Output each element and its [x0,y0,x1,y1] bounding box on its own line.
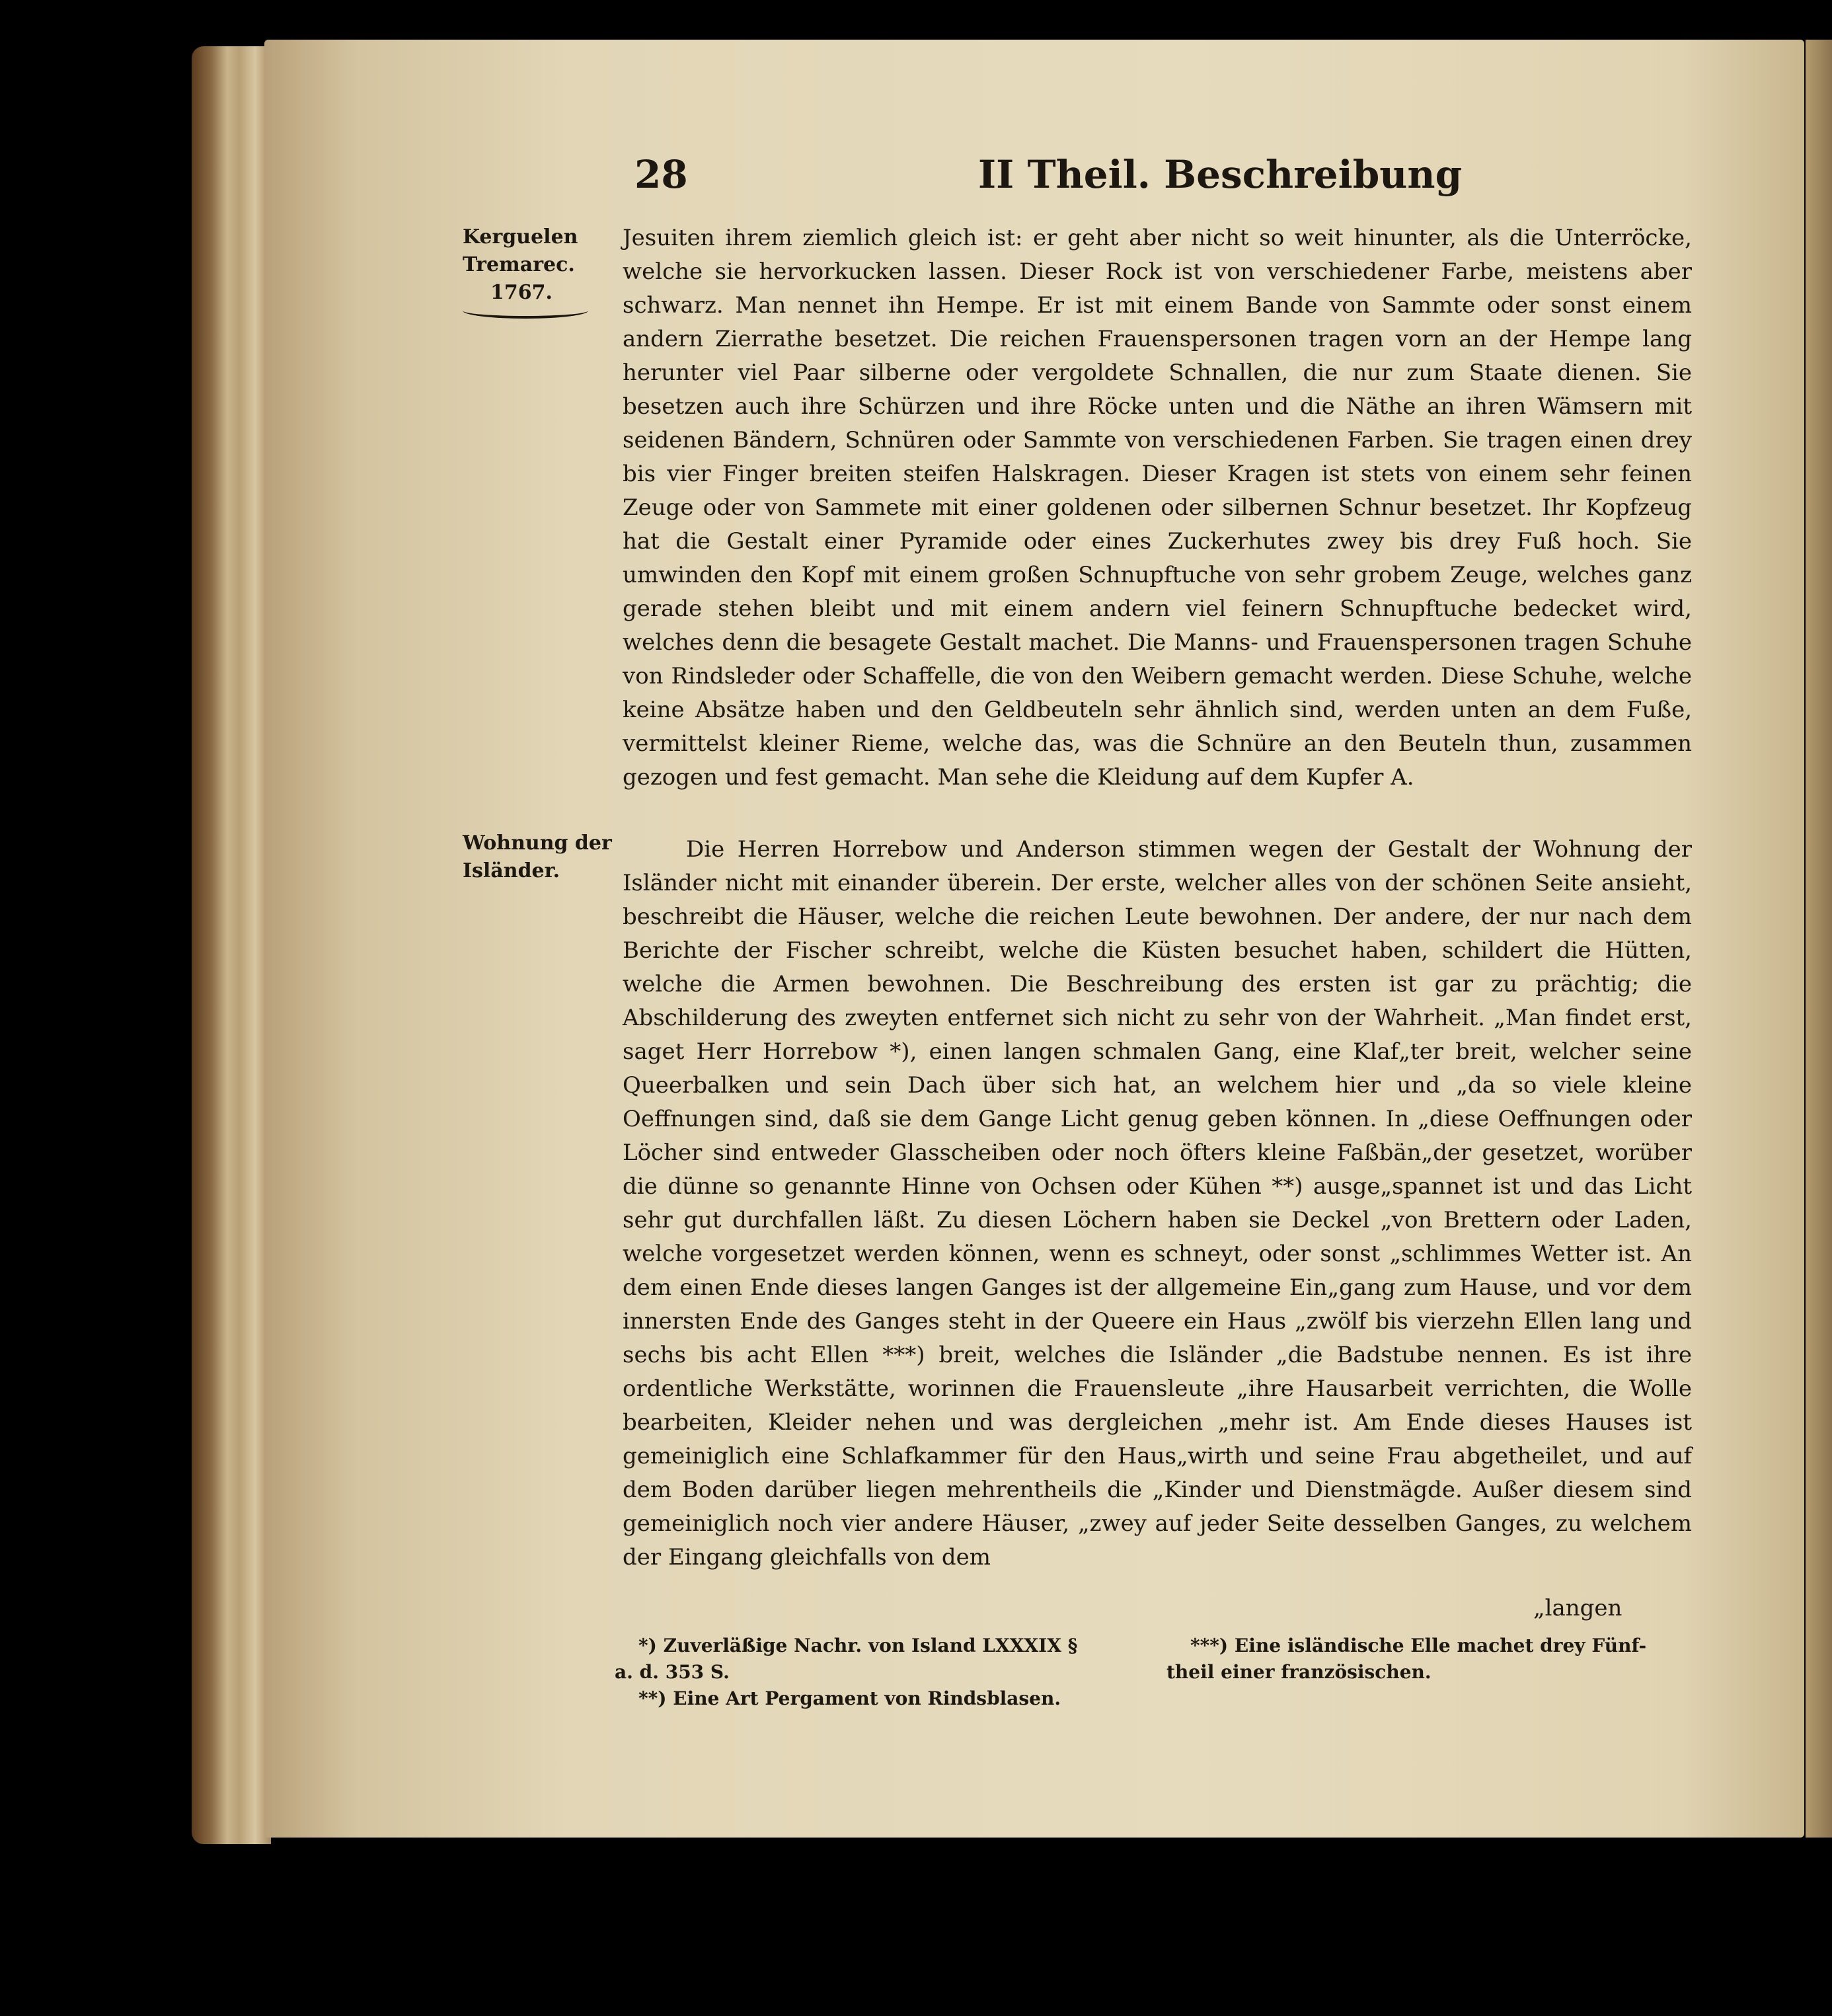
margin-note-wohnung [463,830,615,885]
margin-note-line: Wohnung der [463,832,612,855]
page-number: 28 [634,152,688,197]
page-header [0,152,1832,212]
footnote: ***) Eine isländische Elle machet drey Fünf- [1190,1635,1647,1656]
footnotes-left [615,1633,1143,1712]
footnote: theil einer französischen. [1166,1661,1431,1683]
footnotes-right [1166,1633,1695,1686]
margin-note-line: Isländer. [463,859,560,882]
margin-note-line: Tremarec. [463,253,575,276]
margin-note-year: 1767. [490,281,553,304]
right-page-edge [1806,40,1832,1838]
footnote: a. d. 353 S. [615,1661,730,1683]
running-title: II Theil. Beschreibung [978,152,1463,197]
margin-note-kerguelen [463,223,615,319]
margin-note-line: Kerguelen [463,225,578,249]
footnote: **) Eine Art Pergament von Rindsblasen. [638,1687,1061,1709]
catchword: „langen [1533,1595,1622,1621]
paragraph: Jesuiten ihrem ziemlich gleich ist: er geht aber nicht so weit hinunter, als die Unterröcke, welche sie hervorkucken lassen. Dieser Rock ist von verschiedener Farbe, meistens aber schwarz. Man nennet ihn Hempe. Er ist mit einem Bande von Sammte oder sonst einem andern Zierrathe besetzet. Die reichen Frauenspersonen tragen vorn an der Hempe lang herunter viel Paar silberne oder vergoldete Schnallen, die nur zum Staate dienen. Sie besetzen auch ihre Schürzen und ihre Röcke unten und die Näthe an ihren Wämsern mit seidenen Bändern, Schnüren oder Sammte von verschiedenen Farben. Sie tragen einen drey bis vier Finger breiten steifen Halskragen. Dieser Kragen ist stets von einem sehr feinen Zeuge oder von Sammete mit einer goldenen oder silbernen Schnur besetzet. Ihr Kopfzeug hat die Gestalt einer Pyramide oder eines Zuckerhutes zwey bis drey Fuß hoch. Sie umwinden den Kopf mit einem großen Schnupftuche von sehr grobem Zeuge, welches ganz gerade stehen bleibt und mit einem andern viel feinern Schnupftuche bedecket wird, welches denn die besagete Gestalt machet. Die Manns- und Frauenspersonen tragen Schuhe von Rindsleder oder Schaffelle, die von den Weibern gemacht werden. Diese Schuhe, welche keine Absätze haben und den Geldbeuteln sehr ähnlich sind, werden unten an dem Fuße, vermittelst kleiner Rieme, welche das, was die Schnüre an den Beuteln thun, zusammen gezogen und fest gemacht. Man sehe die Kleidung auf dem Kupfer A. [623,225,1692,791]
book-page-edges [192,46,271,1844]
footnote: *) Zuverläßige Nachr. von Island LXXXIX § [638,1635,1078,1656]
body-text [623,221,1692,795]
paragraph: Die Herren Horrebow und Anderson stimmen wegen der Gestalt der Wohnung der Isländer nicht mit einander überein. Der erste, welcher alles von der schönen Seite ansieht, beschreibt die Häuser, welche die reichen Leute bewohnen. Der andere, der nur nach dem Berichte der Fischer schreibt, welche die Küsten besuchet haben, schildert die Hütten, welche die Armen bewohnen. Die Beschreibung des ersten ist gar zu prächtig; die Abschilderung des zweyten entfernet sich nicht zu sehr von der Wahrheit. „Man findet erst, saget Herr Horrebow *), einen langen schmalen Gang, eine Klaf„ter breit, welcher seine Queerbalken und sein Dach über sich hat, an welchem hier und „da so viele kleine Oeffnungen sind, daß sie dem Gange Licht genug geben können. In „diese Oeffnungen oder Löcher sind entweder Glasscheiben oder noch öfters kleine Faßbän„der gesetzet, worüber die dünne so genannte Hinne von Ochsen oder Kühen **) ausge„spannet ist und das Licht sehr gut durchfallen läßt. Zu diesen Löchern haben sie Deckel „von Brettern oder Laden, welche vorgesetzet werden können, wenn es schneyt, oder sonst „schlimmes Wetter ist. An dem einen Ende dieses langen Ganges ist der allgemeine Ein„gang zum Hause, und vor dem innersten Ende des Ganges steht in der Queere ein Haus „zwölf bis vierzehn Ellen lang und sechs bis acht Ellen ***) breit, welches die Isländer „die Badstube nennen. Es ist ihre ordentliche Werkstätte, worinnen die Frauensleute „ihre Hausarbeit verrichten, die Wolle bearbeiten, Kleider nehen und was dergleichen „mehr ist. Am Ende dieses Hauses ist gemeiniglich eine Schlafkammer für den Haus„wirth und seine Frau abgetheilet, und auf dem Boden darüber liegen mehrentheils die „Kinder und Dienstmägde. Außer diesem sind gemeiniglich noch vier andere Häuser, „zwey auf jeder Seite desselben Ganges, zu welchem der Eingang gleichfalls von dem [623,836,1692,1570]
body-text [623,833,1692,1574]
